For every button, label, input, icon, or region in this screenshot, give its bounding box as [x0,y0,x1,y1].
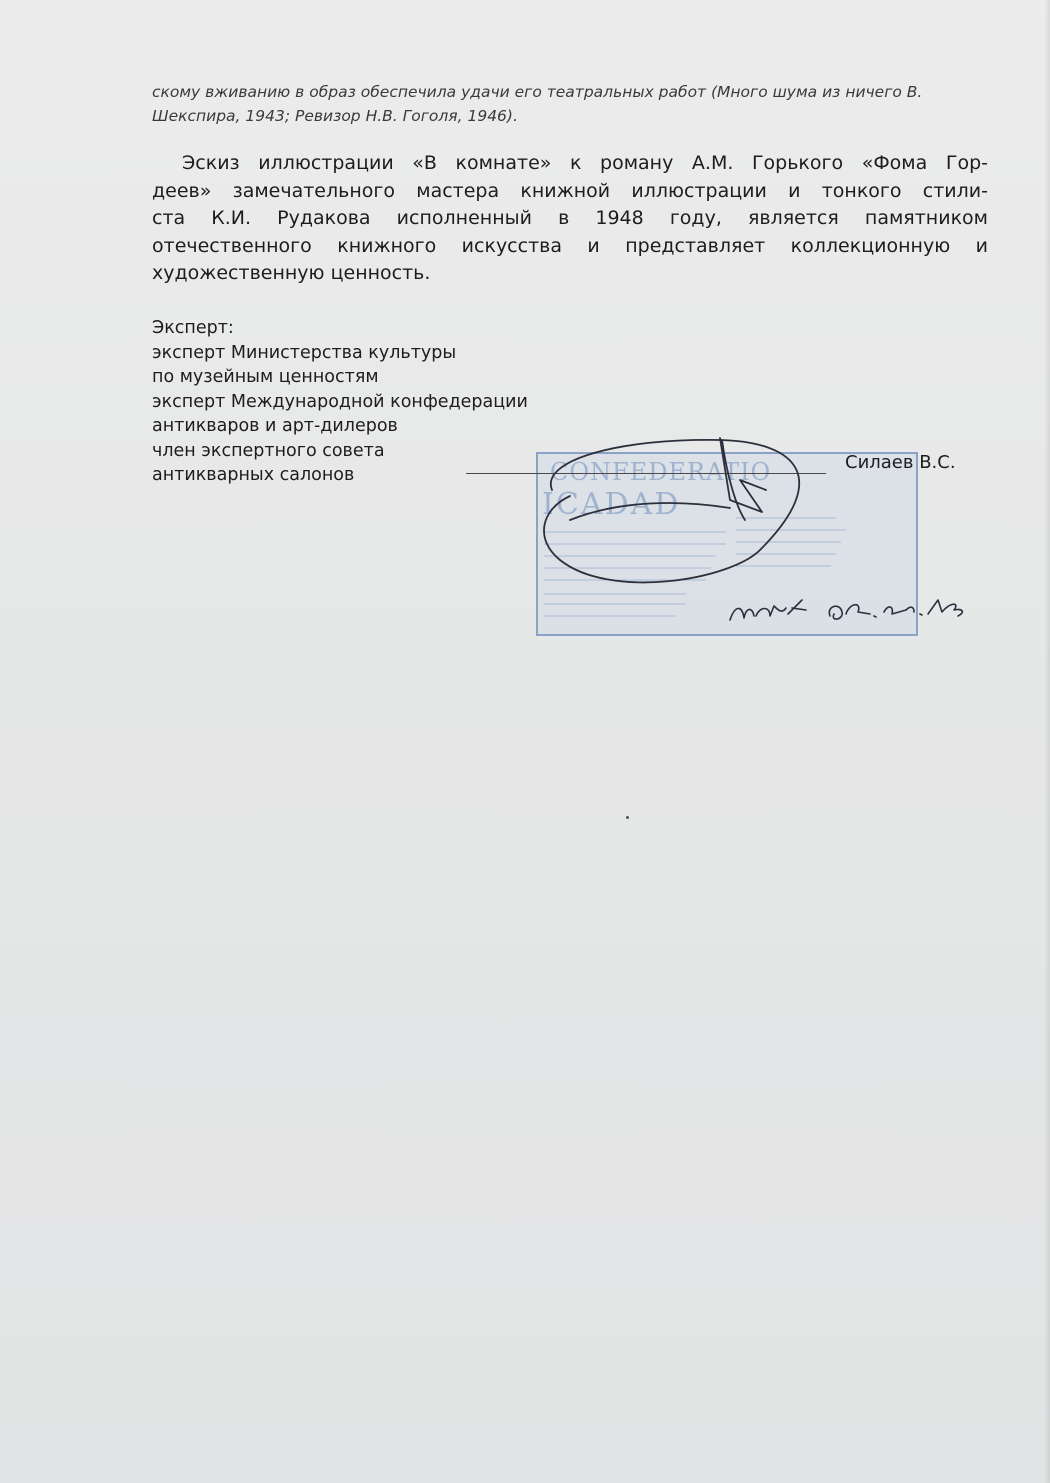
main-line-2: деев» замечательного мастера книжной иллюстрации и тонкого стили- [152,179,988,202]
handwritten-date [730,600,962,620]
stamp-line-2: ICADAD [542,487,681,522]
main-paragraph [152,150,988,288]
main-line-4: отечественного книжного искусства и представляет коллекционную и [152,234,988,257]
expert-line-1: эксперт Министерства культуры [152,342,457,363]
expert-credentials [152,316,528,488]
paper-speck [626,816,629,819]
signer-name: Силаев В.С. [845,452,956,473]
expert-line-2: по музейным ценностям [152,367,379,387]
page-edge-shadow [1044,0,1050,1483]
handwritten-signature [530,430,990,640]
main-line-3: ста К.И. Рудакова исполненный в 1948 году, является памятником [152,207,988,229]
italic-line-2: Шекспира, 1943; Ревизор Н.В. Гоголя, 1946). [152,107,518,125]
expert-line-6: антикварных салонов [152,465,355,485]
expert-heading: Эксперт: [152,318,234,338]
expert-line-3: эксперт Международной конфедерации [152,391,528,412]
main-line-1: Эскиз иллюстрации «В комнате» к роману А.М. Горького «Фома Гор- [182,152,988,174]
stamp-line-1: CONFEDERATIO [550,458,772,486]
expert-line-5: член экспертного совета [152,440,385,461]
expert-line-4: антикваров и арт-дилеров [152,416,398,436]
main-line-5: художественную ценность. [152,262,431,284]
italic-line-1: скому вживанию в образ обеспечила удачи его театральных работ (Много шума из ничего В. [152,83,923,101]
italic-paragraph [152,80,1002,128]
